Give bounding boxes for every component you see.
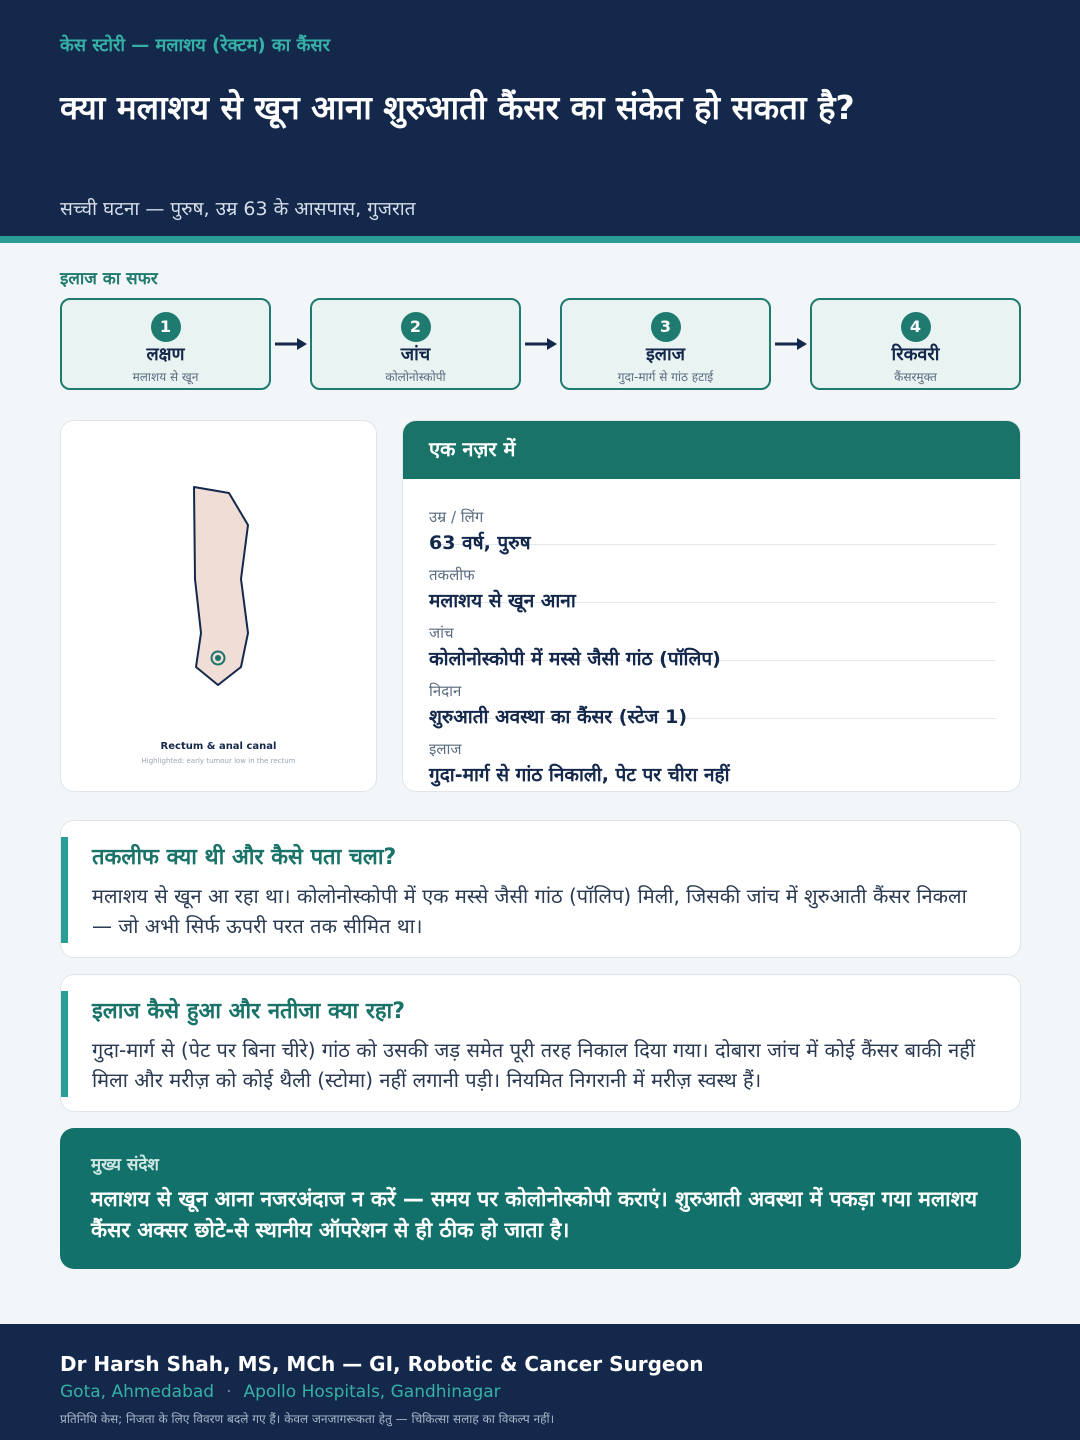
card-accent-bar — [61, 991, 68, 1097]
journey-label: इलाज का सफर — [60, 269, 158, 289]
row-value: मलाशय से खून आना — [429, 590, 576, 612]
step-subtitle: कैंसरमुक्त — [894, 370, 937, 384]
header-accent-bar — [0, 236, 1080, 243]
footer — [0, 1324, 1080, 1440]
page-subtitle: सच्ची घटना — पुरुष, उम्र 63 के आसपास, गुजरात — [60, 198, 416, 220]
step-subtitle: गुदा-मार्ग से गांठ हटाई — [617, 370, 714, 384]
key-message-label: मुख्य संदेश — [91, 1155, 159, 1175]
step-number: 3 — [651, 312, 681, 342]
key-message-text: मलाशय से खून आना नजरअंदाज न करें — समय पर कोलोनोस्कोपी कराएं। शुरुआती अवस्था में पकड़ा गया मलाशय कैंसर अक्सर छोटे-से स्थानीय ऑपरेशन से ही ठीक हो जाता है। — [91, 1187, 978, 1242]
doctor-name: Dr Harsh Shah, MS, MCh — GI, Robotic & Cancer Surgeon — [60, 1352, 704, 1376]
treatment-title: इलाज कैसे हुआ और नतीजा क्या रहा? — [92, 999, 405, 1024]
row-value: कोलोनोस्कोपी में मस्से जैसी गांठ (पॉलिप) — [429, 648, 721, 670]
step-title: लक्षण — [146, 344, 185, 365]
row-value: शुरुआती अवस्था का कैंसर (स्टेज 1) — [429, 706, 688, 728]
journey-steps — [60, 298, 1020, 390]
case-kicker: केस स्टोरी — मलाशय (रेक्टम) का कैंसर — [60, 35, 330, 56]
rectum-anatomy-icon — [61, 421, 378, 793]
glance-row-treatment — [429, 719, 996, 786]
journey-step-symptom — [60, 298, 271, 390]
step-number: 4 — [901, 312, 931, 342]
card-accent-bar — [61, 837, 68, 943]
key-message-card — [60, 1128, 1021, 1269]
treatment-card — [60, 974, 1021, 1112]
footer-location — [60, 1382, 501, 1402]
hospital-name: Apollo Hospitals, Gandhinagar — [243, 1382, 501, 1402]
illustration-caption: Rectum & anal canal — [160, 741, 277, 752]
problem-card — [60, 820, 1021, 958]
glance-row-test — [429, 603, 996, 670]
separator-dot: · — [226, 1382, 232, 1402]
step-number: 1 — [151, 312, 181, 342]
row-label: जांच — [429, 624, 454, 642]
row-value: गुदा-मार्ग से गांठ निकाली, पेट पर चीरा नहीं — [429, 764, 730, 786]
row-label: निदान — [429, 682, 462, 700]
row-label: उम्र / लिंग — [429, 508, 484, 526]
glance-row-diagnosis — [429, 661, 996, 728]
at-a-glance-card — [402, 420, 1021, 792]
row-label: तकलीफ — [429, 566, 475, 584]
step-title: इलाज — [645, 344, 686, 365]
arrow-right-icon — [773, 336, 809, 352]
page-title: क्या मलाशय से खून आना शुरुआती कैंसर का संकेत हो सकता है? — [60, 88, 855, 127]
step-number: 2 — [401, 312, 431, 342]
disclaimer: प्रतिनिधि केस; निजता के लिए विवरण बदले गए हैं। केवल जनजागरूकता हेतु — चिकित्सा सलाह का विकल्प नहीं। — [60, 1412, 555, 1426]
problem-title: तकलीफ क्या थी और कैसे पता चला? — [92, 845, 397, 870]
glance-header — [403, 421, 1020, 479]
journey-step-test — [310, 298, 521, 390]
anatomy-illustration-card — [60, 420, 377, 792]
treatment-body: गुदा-मार्ग से (पेट पर बिना चीरे) गांठ को उसकी जड़ समेत पूरी तरह निकाल दिया गया। दोबारा जांच में कोई कैंसर बाकी नहीं मिला और मरीज़ को कोई थैली (स्टोमा) नहीं लगानी पड़ी। नियमित निगरानी में मरीज़ स्वस्थ हैं। — [92, 1038, 976, 1092]
step-subtitle: मलाशय से खून — [132, 370, 199, 384]
glance-row-age — [429, 487, 996, 554]
row-label: इलाज — [429, 740, 462, 758]
step-title: रिकवरी — [891, 344, 940, 365]
glance-title: एक नज़र में — [429, 437, 516, 461]
row-value: 63 वर्ष, पुरुष — [429, 532, 531, 554]
step-title: जांच — [400, 344, 431, 365]
journey-step-treatment — [560, 298, 771, 390]
clinic-location: Gota, Ahmedabad — [60, 1382, 215, 1402]
arrow-right-icon — [523, 336, 559, 352]
illustration-subcaption: Highlighted: early tumour low in the rectum — [141, 757, 296, 765]
header-banner — [0, 0, 1080, 236]
arrow-right-icon — [273, 336, 309, 352]
step-subtitle: कोलोनोस्कोपी — [385, 370, 446, 384]
problem-body: मलाशय से खून आ रहा था। कोलोनोस्कोपी में एक मस्से जैसी गांठ (पॉलिप) मिली, जिसकी जांच में शुरुआती कैंसर निकला — जो अभी सिर्फ ऊपरी परत तक सीमित था। — [92, 884, 967, 938]
journey-step-recovery — [810, 298, 1021, 390]
glance-row-complaint — [429, 545, 996, 612]
